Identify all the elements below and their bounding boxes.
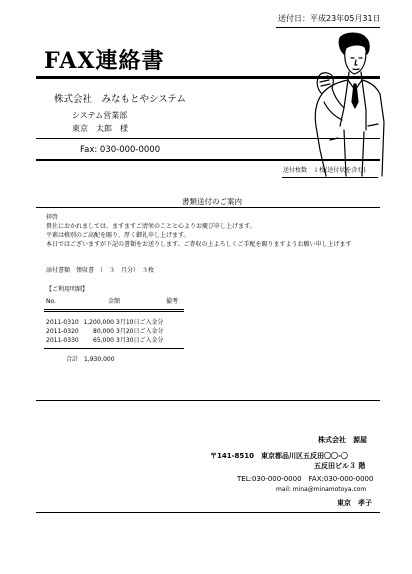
table-row [46,319,186,327]
recipient-company: 株式会社 みなもとやシステム [54,94,187,105]
usage-total-rule [44,348,184,349]
usage-header-rule-2 [44,311,184,312]
date-underline [276,27,380,28]
col-amount: 金額 [108,298,121,305]
sender-mail: mail: mina@minamotoya.com [276,486,367,493]
col-note: 備考 [166,298,179,305]
page-title: FAX連絡書 [44,48,165,74]
row-no: 2011-0310 [46,319,79,326]
recipient-department: システム営業部 [72,111,128,120]
body-line-3: 平素は格別のご高配を賜り、厚く御礼申し上げます。 [46,232,190,239]
body-line-4: 本日ではございますが下記の書類をお送りします。ご査収の上よろしくご手配を賜りますようお願い申し上げます [46,241,352,248]
recipient-rule [36,138,380,139]
pages-note: 送付枚数 １枚(送付状を含む) [283,167,366,174]
row-amount: 80,000 [93,328,114,335]
section-rule [36,207,380,208]
sender-person: 東京 孝子 [337,499,372,507]
row-amount: 65,000 [93,337,114,344]
body-line-1: 拝啓 [46,214,59,221]
recipient-fax: Fax: 030-000-0000 [80,145,161,155]
fax-rule [36,159,380,161]
row-no: 2011-0330 [46,337,79,344]
pages-underline [282,177,378,178]
row-note: 3月10日ご入金分 [116,319,164,326]
businessman-illustration-icon [304,30,386,178]
row-note: 3月20日ご入金分 [116,328,164,335]
usage-heading: 【ご利用明細】 [46,286,89,293]
body-line-2: 貴社におかれましては、ますますご清栄のことと心よりお慶び申し上げます。 [46,223,256,230]
footer-rule [36,400,380,401]
row-no: 2011-0320 [46,328,79,335]
row-note: 3月30日ご入金分 [116,337,164,344]
sender-address-1: 〒141-8510 東京都品川区五反田〇〇-〇 [210,452,348,460]
row-amount: 1,200,000 [83,319,114,326]
section-title: 書類送付のご案内 [182,197,242,206]
attachment-line: 添付書類 領収書 （ ３ 月分） ３枚 [46,267,155,274]
col-no: No. [46,298,56,305]
table-row [46,337,186,345]
sender-company: 株式会社 源屋 [318,436,367,444]
recipient-person: 東京 太郎 様 [72,124,128,133]
send-date: 送付日：平成23年05月31日 [278,14,381,23]
usage-total: 合計 1,930,000 [66,356,115,363]
sender-rule [36,512,380,513]
sender-address-2: 五反田ビル３ 階 [314,462,366,470]
sender-tel-fax: TEL:030-000-0000 FAX:030-000-0000 [237,475,374,483]
table-row [46,328,186,336]
usage-header-rule-1 [44,309,184,310]
